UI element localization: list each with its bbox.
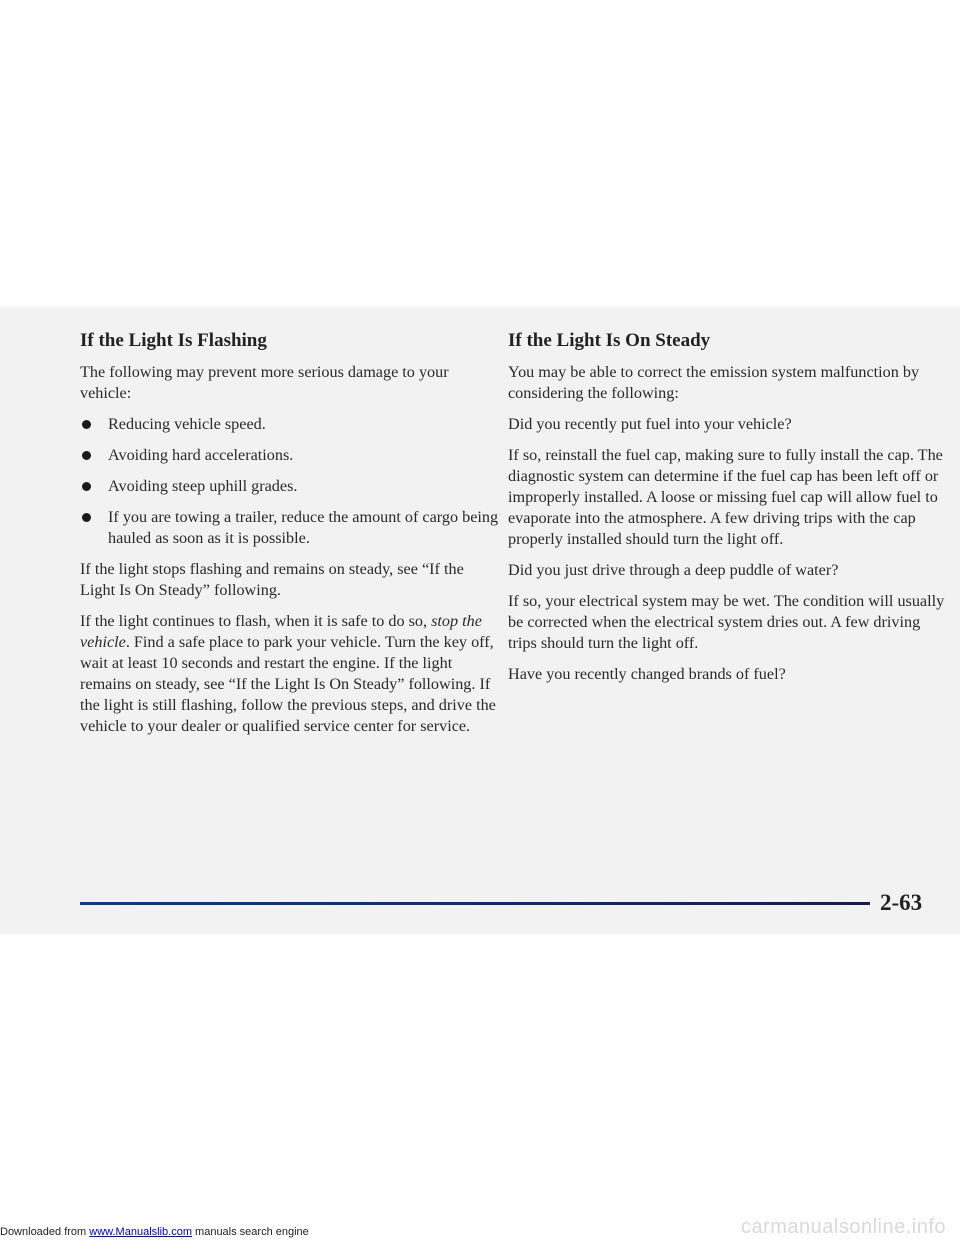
manualslib-link[interactable]: www.Manualslib.com [89,1226,192,1238]
paragraph: If so, reinstall the fuel cap, making sure to fully install the cap. The diagnostic system can determine if the fuel cap has been left off or improperly installed. A loose or missing fuel cap will allow fuel to evaporate into the atmosphere. A few driving trips with the cap properly installed should turn the light off. [508,446,943,548]
paragraph: You may be able to correct the emission system malfunction by considering the following: [508,363,920,402]
bullet-icon [82,451,91,460]
paragraph: Did you just drive through a deep puddle of water? [508,561,839,579]
intro-paragraph: The following may prevent more serious damage to your vehicle: [80,363,449,402]
list-item: Avoiding hard accelerations. [80,445,500,466]
section-heading-flashing: If the Light Is Flashing [80,330,267,351]
bullet-icon [82,513,91,522]
download-footer: Downloaded from www.Manualslib.com manuals search engine [0,1226,309,1238]
bullet-list [80,414,500,549]
list-item: Reducing vehicle speed. [80,414,500,435]
bullet-icon [82,420,91,429]
footer-rule [80,902,870,905]
paragraph: Did you recently put fuel into your vehicle? [508,415,792,433]
left-column [80,330,500,747]
section-heading-steady: If the Light Is On Steady [508,330,711,351]
list-item: If you are towing a trailer, reduce the amount of cargo being hauled as soon as it is possible. [80,507,500,549]
paragraph-continues-flashing: If the light continues to flash, when it is safe to do so, stop the vehicle. Find a safe place to park your vehicle. Turn the key off, wait at least 10 seconds and restart the engine. If the light remains on steady, see “If the Light Is On Steady” following. If the light is still flashing, follow the previous steps, and drive the vehicle to your dealer or qualified service center for service. [80,612,496,735]
right-column [508,330,948,695]
paragraph: If so, your electrical system may be wet. The condition will usually be corrected when the electrical system dries out. A few driving trips should turn the light off. [508,592,945,652]
paragraph: Have you recently changed brands of fuel? [508,665,786,683]
paragraph-stops-flashing: If the light stops flashing and remains on steady, see “If the Light Is On Steady” following. [80,560,464,599]
bullet-icon [82,482,91,491]
watermark: carmanualsonline.info [740,1216,946,1238]
page-number: 2-63 [880,890,923,915]
list-item: Avoiding steep uphill grades. [80,476,500,497]
